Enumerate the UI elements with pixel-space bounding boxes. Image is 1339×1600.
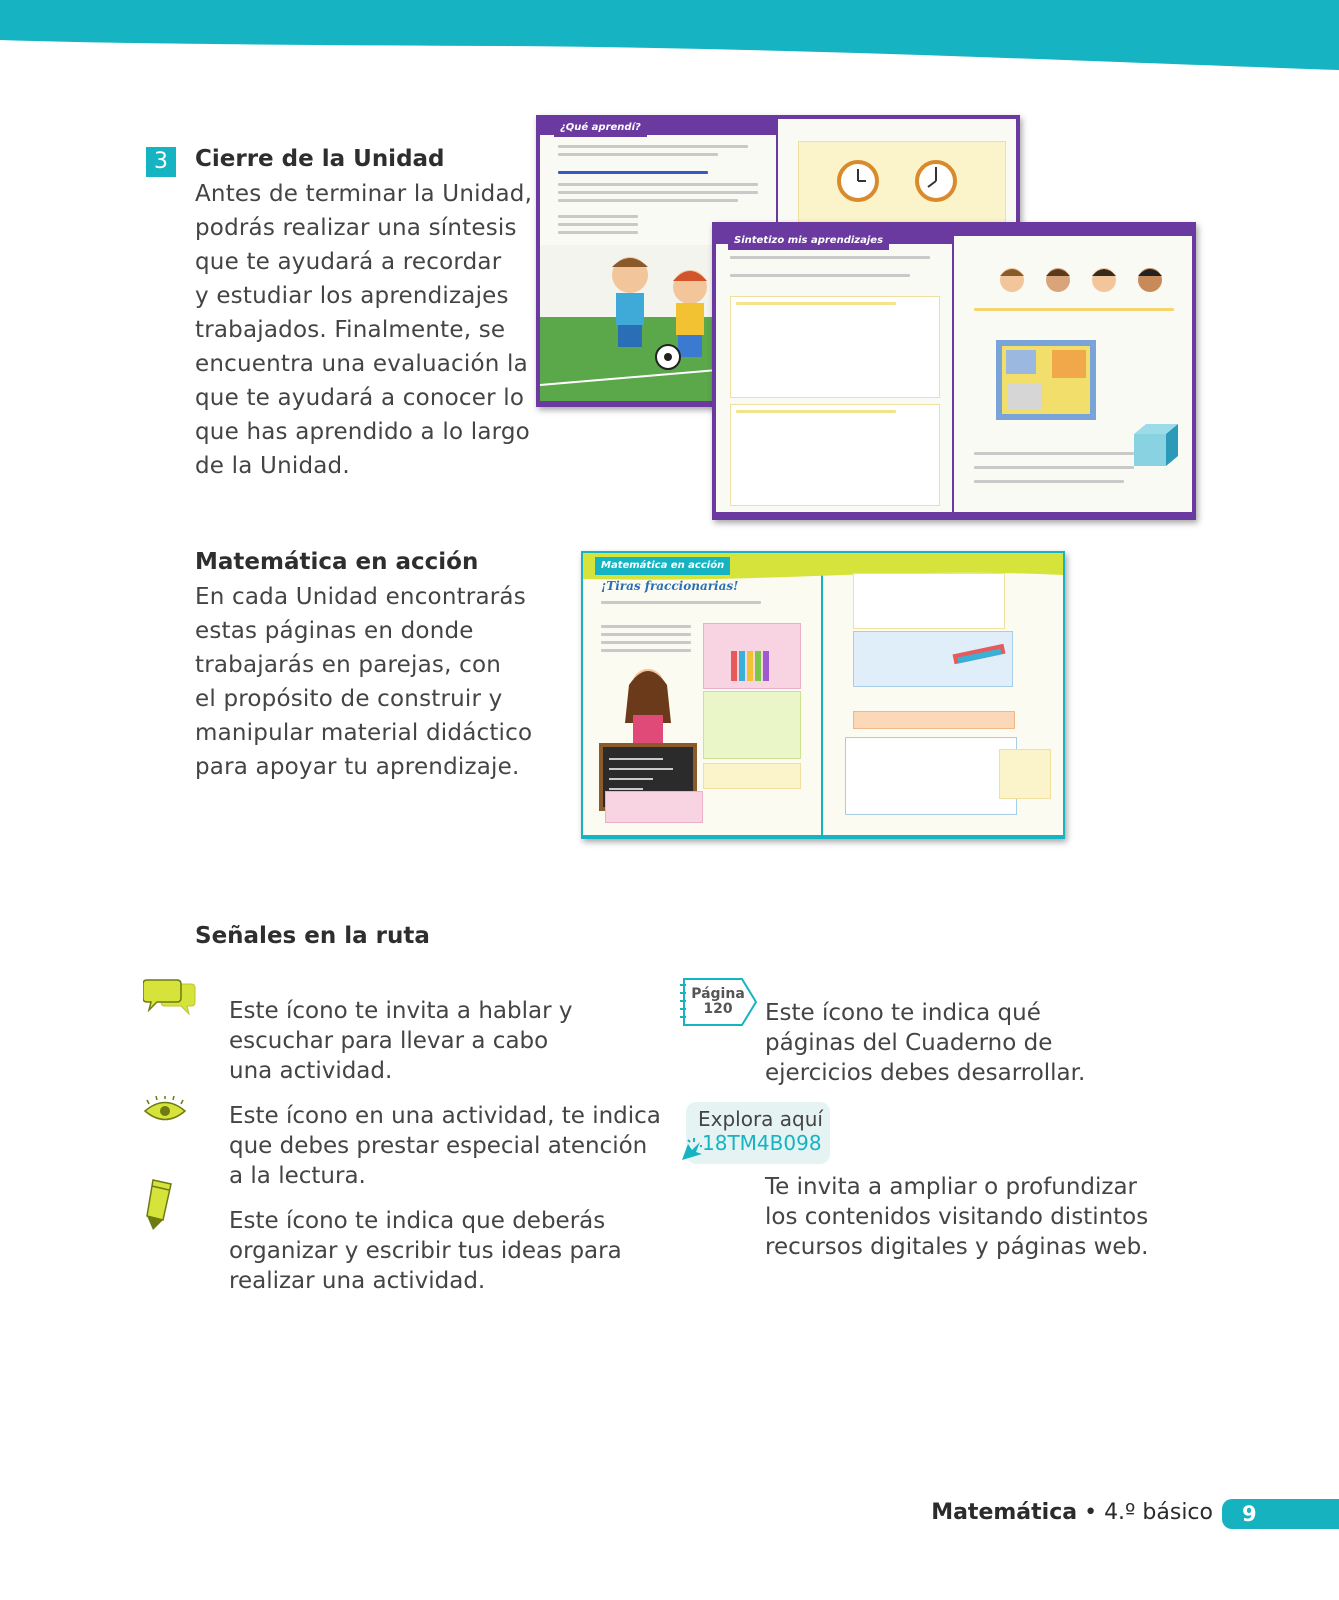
recursos-description: Te invita a ampliar o profundizar los contenidos visitando distintos recursos digitales y páginas web. xyxy=(765,1174,1149,1260)
accion-thumb-title: ¡Tiras fraccionarias! xyxy=(601,579,739,593)
footer-subject xyxy=(931,1500,1213,1525)
front-spread-label: Sintetizo mis aprendizajes xyxy=(728,232,889,250)
speech-bubbles-icon xyxy=(143,978,197,1020)
back-spread-label: ¿Qué aprendí? xyxy=(554,119,647,137)
eye-icon xyxy=(143,1096,187,1126)
section-number-badge: 3 xyxy=(146,147,176,177)
top-decorative-band xyxy=(0,0,1339,70)
pagina-badge xyxy=(690,987,746,1017)
colored-strips-illustration xyxy=(729,649,779,683)
escribir-description: Este ícono te indica que deberás organizar y escribir tus ideas para realizar una actividad. xyxy=(229,1208,622,1294)
floor-plan-illustration xyxy=(996,340,1096,420)
section-3-title: Cierre de la Unidad xyxy=(195,146,445,172)
children-faces-illustration xyxy=(992,262,1172,302)
pagina-badge-label: Página xyxy=(691,986,745,1002)
footer-grade: 4.º básico xyxy=(1104,1500,1213,1525)
pagina-badge-number: 120 xyxy=(703,1001,733,1017)
lectura-description: Este ícono en una actividad, te indica que debes prestar especial atención a la lectura. xyxy=(229,1103,661,1189)
footer-separator: • xyxy=(1084,1500,1098,1525)
senales-title: Señales en la ruta xyxy=(195,923,430,949)
cuaderno-description: Este ícono te indica qué páginas del Cuaderno de ejercicios debes desarrollar. xyxy=(765,1000,1086,1086)
section-3-body: Antes de terminar la Unidad, podrás realizar una síntesis que te ayudará a recordar y estudiar los aprendizajes trabajados. Finalmente, se encuentra una evaluación la que te ayudará a conocer lo que has aprendido a lo largo de la Unidad. xyxy=(195,181,533,479)
explora-code[interactable]: 18TM4B098 xyxy=(702,1131,822,1155)
explora-label: Explora aquí xyxy=(698,1107,823,1131)
clock-illustration xyxy=(836,159,986,203)
hablar-description: Este ícono te invita a hablar y escuchar para llevar a cabo una actividad. xyxy=(229,998,573,1084)
ruler-illustration xyxy=(951,635,1007,675)
pencil-icon xyxy=(143,1178,173,1230)
book-spread-sintetizo xyxy=(712,222,1196,520)
accion-title: Matemática en acción xyxy=(195,549,479,575)
accion-thumb-label: Matemática en acción xyxy=(595,557,730,575)
book-spread-matematica-en-accion xyxy=(581,551,1065,839)
cube-illustration xyxy=(1132,422,1178,468)
cursor-click-icon xyxy=(678,1136,702,1162)
page-number: 9 xyxy=(1222,1499,1339,1529)
footer-subject-name: Matemática xyxy=(931,1500,1078,1525)
accion-body: En cada Unidad encontrarás estas páginas en donde trabajarás en parejas, con el propósito de construir y manipular material didáctico para apoyar tu aprendizaje. xyxy=(195,584,533,780)
